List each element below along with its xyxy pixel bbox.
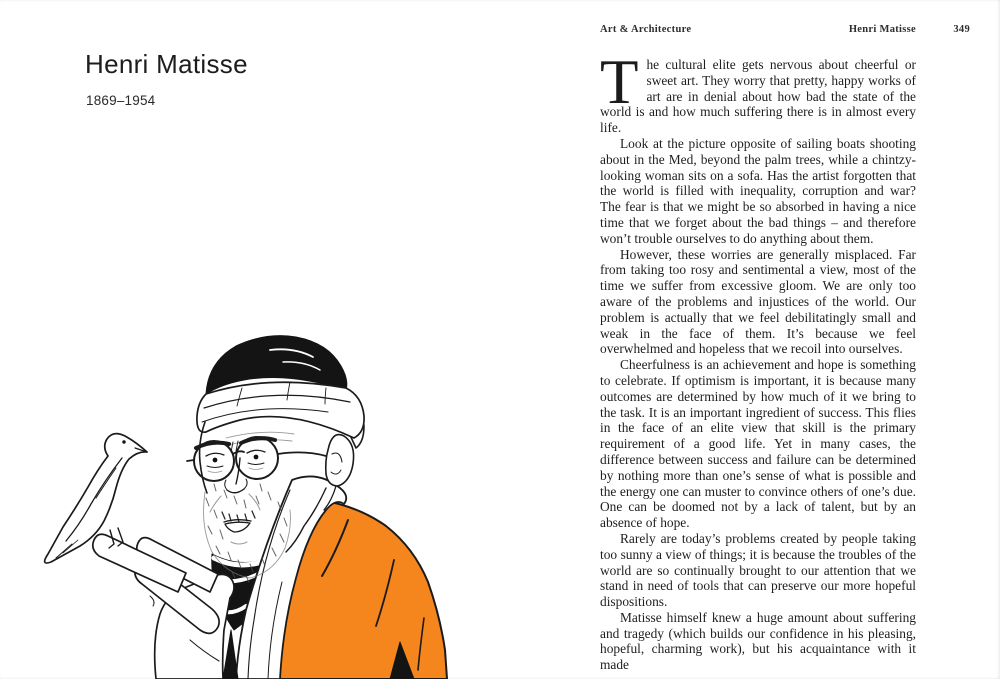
- page-number: 349: [953, 24, 970, 35]
- paragraph: Matisse himself knew a huge amount about suffering and tragedy (which builds our confidence in his pleasing, hopeful, charming work), but his acquaintance with it made: [600, 609, 916, 673]
- turban-band-front: [197, 382, 364, 438]
- ear: [326, 435, 354, 486]
- paragraph: Rarely are today’s problems created by people taking too sunny a view of things; it is because the troubles of the world are so continually brought to our attention that we stand in need of tools that can preserve our more hopeful dispositions.: [600, 530, 916, 610]
- page-title: Henri Matisse: [85, 49, 248, 79]
- body-text: [600, 47, 916, 673]
- artist-dates: 1869–1954: [86, 93, 156, 108]
- matisse-dove-illustration: [28, 330, 473, 679]
- mouth: [224, 520, 251, 544]
- paragraph: Cheerfulness is an achievement and hope is something to celebrate. If optimism is important, it is because many outcomes are determined by how much of it we bring to the task. It is an important ingredient of success. This flies in the face of an elite view that skill is the primary requirement of a good life. Yet in many cases, the difference between success and failure can be determined by nothing more than one’s sense of what is possible and the energy one can muster to convince others of one’s due. One can be doomed not by a lack of talent, but by an absence of hope.: [600, 357, 916, 531]
- nose: [210, 458, 260, 512]
- header-chapter: Henri Matisse: [848, 24, 916, 35]
- paragraph: However, these worries are generally misplaced. Far from taking too rosy and sentimental a view, most of the time we suffer from excessive gloom. We are only too aware of the problems and injustices of the world. Our problem is actually that we feel debilitatingly small and weak in the face of them. It’s because we feel overwhelmed and hopeless that we recoil into ourselves.: [600, 246, 916, 357]
- drop-cap: T: [600, 47, 639, 117]
- running-header: [600, 24, 970, 35]
- wrist-shadow: [223, 630, 238, 679]
- paragraph: The cultural elite gets nervous about cheerful or sweet art. They worry that pretty, happy works of art are in denial about how bad the state of the world is and how much suffering there is in almost every life.: [600, 47, 916, 136]
- dove-eye: [122, 440, 125, 443]
- paragraph: Look at the picture opposite of sailing boats shooting about in the Med, beyond the palm trees, while a chintzy-looking woman sits on a sofa. Has the artist forgotten that the world is filled with inequality, corruption and war? The fear is that we might be so absorbed in having a nice time that we forget about the bad things – and therefore won’t trouble ourselves to do anything about them.: [600, 135, 916, 246]
- header-section: Art & Architecture: [600, 24, 692, 35]
- matisse-portrait-svg: [28, 330, 473, 679]
